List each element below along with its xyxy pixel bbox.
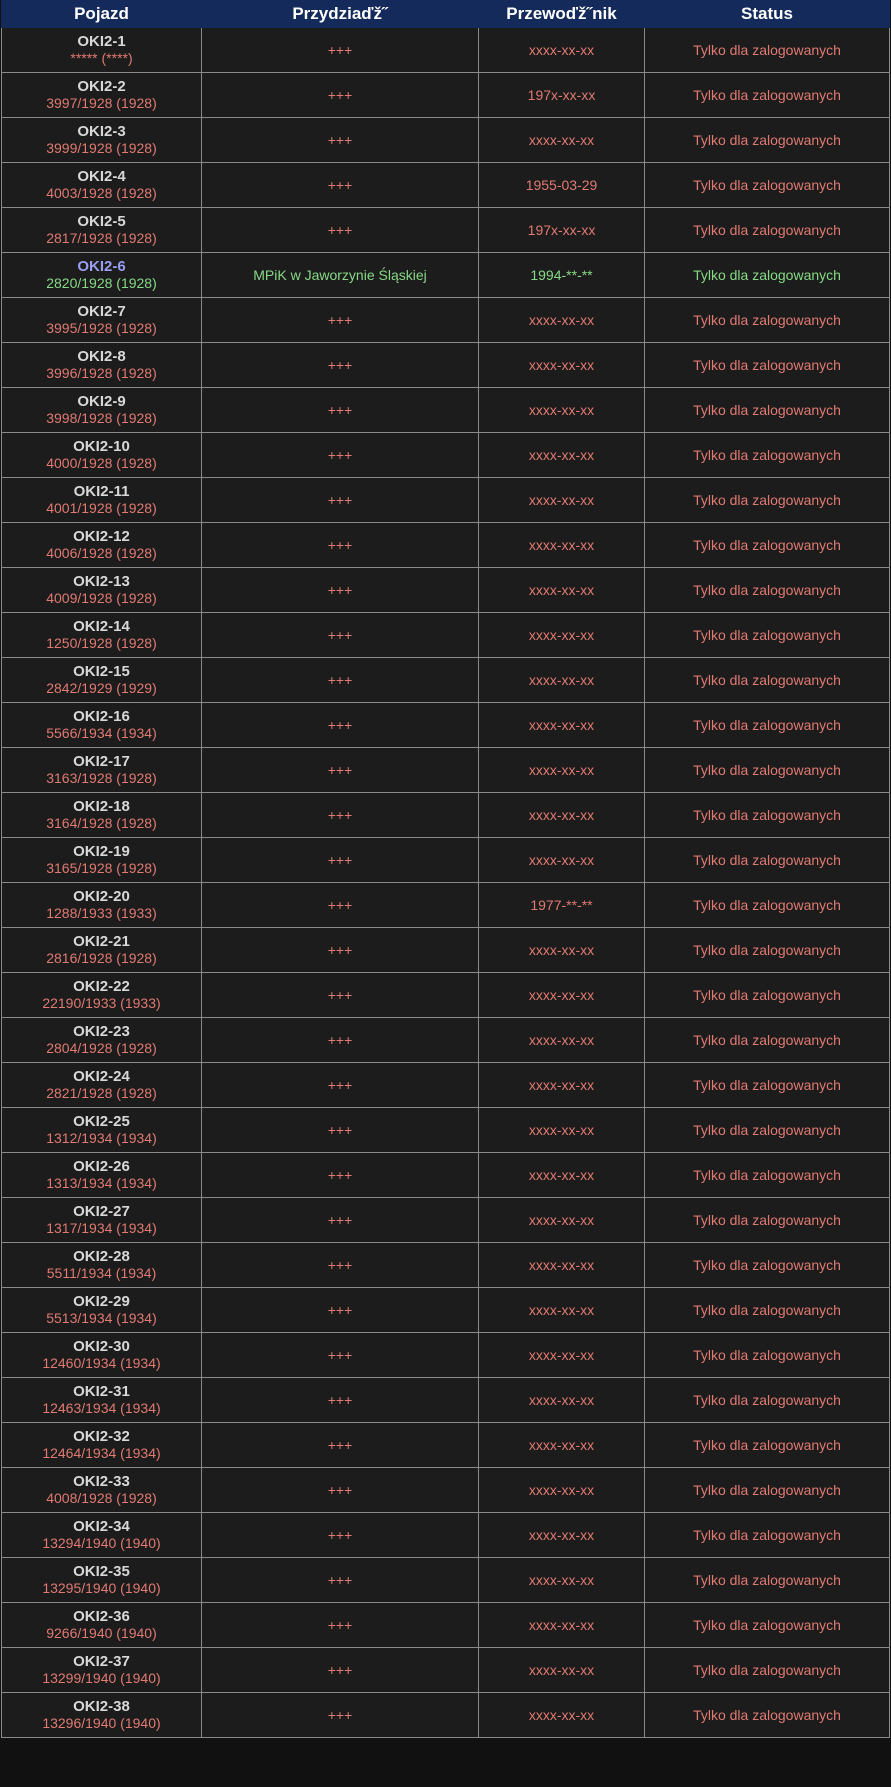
table-row[interactable] (2, 568, 890, 613)
assignment-cell: +++ (202, 703, 479, 748)
status-cell: Tylko dla zalogowanych (645, 658, 890, 703)
status-cell: Tylko dla zalogowanych (645, 1603, 890, 1648)
assignment-cell: +++ (202, 523, 479, 568)
header-status[interactable]: Status (645, 1, 890, 28)
vehicle-registration: 3163/1928 (1928) (46, 770, 157, 786)
status-cell: Tylko dla zalogowanych (645, 1288, 890, 1333)
vehicle-registration: 2816/1928 (1928) (46, 950, 157, 966)
carrier-date-cell: xxxx-xx-xx (479, 1693, 645, 1738)
vehicle-name-link[interactable]: OKI2-15 (73, 663, 130, 680)
table-row[interactable] (2, 388, 890, 433)
carrier-date-cell: xxxx-xx-xx (479, 973, 645, 1018)
vehicle-cell[interactable] (2, 1693, 202, 1738)
table-row[interactable] (2, 613, 890, 658)
vehicle-name-link[interactable]: OKI2-27 (73, 1203, 130, 1220)
carrier-date-cell: xxxx-xx-xx (479, 1468, 645, 1513)
vehicle-cell[interactable] (2, 1378, 202, 1423)
carrier-date-cell: xxxx-xx-xx (479, 748, 645, 793)
assignment-cell: +++ (202, 658, 479, 703)
assignment-cell: +++ (202, 1558, 479, 1603)
carrier-date-cell: xxxx-xx-xx (479, 523, 645, 568)
vehicle-name-link[interactable]: OKI2-35 (73, 1563, 130, 1580)
vehicle-registration: 9266/1940 (1940) (46, 1625, 157, 1641)
carrier-date-cell: xxxx-xx-xx (479, 928, 645, 973)
vehicle-registration: 3997/1928 (1928) (46, 95, 157, 111)
vehicle-registration: 3164/1928 (1928) (46, 815, 157, 831)
vehicle-cell[interactable] (2, 1153, 202, 1198)
assignment-cell: MPiK w Jaworzynie Śląskiej (202, 253, 479, 298)
vehicle-cell[interactable] (2, 703, 202, 748)
vehicle-cell[interactable] (2, 1558, 202, 1603)
vehicle-cell[interactable] (2, 1063, 202, 1108)
vehicle-cell[interactable] (2, 1423, 202, 1468)
vehicle-name-link[interactable]: OKI2-30 (73, 1338, 130, 1355)
carrier-date-cell: xxxx-xx-xx (479, 118, 645, 163)
vehicle-name-link[interactable]: OKI2-29 (73, 1293, 130, 1310)
vehicle-registration: 2821/1928 (1928) (46, 1085, 157, 1101)
vehicle-cell[interactable] (2, 568, 202, 613)
vehicle-registration: 3995/1928 (1928) (46, 320, 157, 336)
assignment-cell: +++ (202, 298, 479, 343)
assignment-cell: +++ (202, 1648, 479, 1693)
vehicle-name-link[interactable]: OKI2-3 (77, 123, 126, 140)
status-cell: Tylko dla zalogowanych (645, 703, 890, 748)
vehicle-registration: 13296/1940 (1940) (42, 1715, 161, 1731)
vehicle-registration: 1312/1934 (1934) (46, 1130, 157, 1146)
table-row[interactable] (2, 253, 890, 298)
status-cell: Tylko dla zalogowanych (645, 1423, 890, 1468)
vehicle-cell[interactable] (2, 1018, 202, 1063)
status-cell: Tylko dla zalogowanych (645, 1063, 890, 1108)
assignment-cell: +++ (202, 118, 479, 163)
table-row[interactable] (2, 1288, 890, 1333)
assignment-cell: +++ (202, 1513, 479, 1558)
vehicle-name-link[interactable]: OKI2-33 (73, 1473, 130, 1490)
assignment-cell: +++ (202, 838, 479, 883)
vehicle-registration: 3999/1928 (1928) (46, 140, 157, 156)
table-row[interactable] (2, 118, 890, 163)
vehicle-cell[interactable] (2, 73, 202, 118)
vehicle-name-link[interactable]: OKI2-4 (77, 168, 126, 185)
vehicle-table (1, 0, 890, 1738)
carrier-date-cell: xxxx-xx-xx (479, 1513, 645, 1558)
vehicle-cell[interactable] (2, 1108, 202, 1153)
vehicle-name-link[interactable]: OKI2-17 (73, 753, 130, 770)
carrier-date-cell: xxxx-xx-xx (479, 1333, 645, 1378)
assignment-cell: +++ (202, 1288, 479, 1333)
vehicle-cell[interactable] (2, 838, 202, 883)
vehicle-registration: ***** (****) (70, 50, 133, 66)
vehicle-name-link[interactable]: OKI2-13 (73, 573, 130, 590)
vehicle-registration: 1288/1933 (1933) (46, 905, 157, 921)
vehicle-cell[interactable] (2, 1468, 202, 1513)
carrier-date-cell: xxxx-xx-xx (479, 1063, 645, 1108)
carrier-date-cell: xxxx-xx-xx (479, 1153, 645, 1198)
vehicle-cell[interactable] (2, 253, 202, 298)
vehicle-cell[interactable] (2, 1648, 202, 1693)
status-cell: Tylko dla zalogowanych (645, 1558, 890, 1603)
table-row[interactable] (2, 163, 890, 208)
carrier-date-cell: xxxx-xx-xx (479, 298, 645, 343)
vehicle-cell[interactable] (2, 658, 202, 703)
vehicle-name-link[interactable]: OKI2-25 (73, 1113, 130, 1130)
status-cell: Tylko dla zalogowanych (645, 28, 890, 73)
carrier-date-cell: xxxx-xx-xx (479, 1423, 645, 1468)
vehicle-registration: 2817/1928 (1928) (46, 230, 157, 246)
table-row[interactable] (2, 73, 890, 118)
vehicle-registration: 12460/1934 (1934) (42, 1355, 161, 1371)
status-cell: Tylko dla zalogowanych (645, 343, 890, 388)
vehicle-name-link[interactable]: OKI2-28 (73, 1248, 130, 1265)
status-cell: Tylko dla zalogowanych (645, 1693, 890, 1738)
vehicle-name-link[interactable]: OKI2-38 (73, 1698, 130, 1715)
assignment-cell: +++ (202, 388, 479, 433)
carrier-date-cell: xxxx-xx-xx (479, 658, 645, 703)
assignment-cell: +++ (202, 748, 479, 793)
carrier-date-cell: xxxx-xx-xx (479, 793, 645, 838)
vehicle-cell[interactable] (2, 883, 202, 928)
status-cell: Tylko dla zalogowanych (645, 793, 890, 838)
assignment-cell: +++ (202, 73, 479, 118)
table-row[interactable] (2, 1558, 890, 1603)
vehicle-registration: 12463/1934 (1934) (42, 1400, 161, 1416)
vehicle-name-link[interactable]: OKI2-21 (73, 933, 130, 950)
status-cell: Tylko dla zalogowanych (645, 568, 890, 613)
vehicle-cell[interactable] (2, 478, 202, 523)
vehicle-registration: 4001/1928 (1928) (46, 500, 157, 516)
assignment-cell: +++ (202, 973, 479, 1018)
status-cell: Tylko dla zalogowanych (645, 478, 890, 523)
vehicle-name-link[interactable]: OKI2-37 (73, 1653, 130, 1670)
assignment-cell: +++ (202, 1063, 479, 1108)
status-cell: Tylko dla zalogowanych (645, 928, 890, 973)
assignment-cell: +++ (202, 163, 479, 208)
assignment-cell: +++ (202, 343, 479, 388)
vehicle-cell[interactable] (2, 208, 202, 253)
carrier-date-cell: 197x-xx-xx (479, 73, 645, 118)
vehicle-name-link[interactable]: OKI2-1 (77, 33, 126, 50)
carrier-date-cell: 1955-03-29 (479, 163, 645, 208)
vehicle-registration: 5513/1934 (1934) (46, 1310, 157, 1326)
table-row[interactable] (2, 1198, 890, 1243)
table-row[interactable] (2, 28, 890, 73)
assignment-cell: +++ (202, 1693, 479, 1738)
assignment-cell: +++ (202, 208, 479, 253)
status-cell: Tylko dla zalogowanych (645, 388, 890, 433)
carrier-date-cell: xxxx-xx-xx (479, 838, 645, 883)
table-row[interactable] (2, 1423, 890, 1468)
carrier-date-cell: xxxx-xx-xx (479, 1378, 645, 1423)
status-cell: Tylko dla zalogowanych (645, 253, 890, 298)
table-row[interactable] (2, 208, 890, 253)
vehicle-cell[interactable] (2, 1288, 202, 1333)
carrier-date-cell: xxxx-xx-xx (479, 703, 645, 748)
vehicle-name-link[interactable]: OKI2-9 (77, 393, 126, 410)
status-cell: Tylko dla zalogowanych (645, 1468, 890, 1513)
vehicle-name-link[interactable]: OKI2-18 (73, 798, 130, 815)
vehicle-registration: 5566/1934 (1934) (46, 725, 157, 741)
assignment-cell: +++ (202, 1378, 479, 1423)
assignment-cell: +++ (202, 1333, 479, 1378)
table-row[interactable] (2, 1333, 890, 1378)
carrier-date-cell: xxxx-xx-xx (479, 433, 645, 478)
status-cell: Tylko dla zalogowanych (645, 1648, 890, 1693)
vehicle-registration: 2820/1928 (1928) (46, 275, 157, 291)
status-cell: Tylko dla zalogowanych (645, 1243, 890, 1288)
vehicle-registration: 3996/1928 (1928) (46, 365, 157, 381)
assignment-cell: +++ (202, 1153, 479, 1198)
vehicle-name-link[interactable]: OKI2-20 (73, 888, 130, 905)
table-row[interactable] (2, 1603, 890, 1648)
status-cell: Tylko dla zalogowanych (645, 613, 890, 658)
table-row[interactable] (2, 883, 890, 928)
assignment-cell: +++ (202, 1468, 479, 1513)
table-row[interactable] (2, 433, 890, 478)
table-row[interactable] (2, 1378, 890, 1423)
vehicle-name-link[interactable]: OKI2-36 (73, 1608, 130, 1625)
table-row[interactable] (2, 1693, 890, 1738)
assignment-cell: +++ (202, 1018, 479, 1063)
vehicle-registration: 2804/1928 (1928) (46, 1040, 157, 1056)
vehicle-registration: 4006/1928 (1928) (46, 545, 157, 561)
table-row[interactable] (2, 1108, 890, 1153)
status-cell: Tylko dla zalogowanych (645, 1513, 890, 1558)
vehicle-name-link[interactable]: OKI2-32 (73, 1428, 130, 1445)
vehicle-cell[interactable] (2, 523, 202, 568)
vehicle-name-link[interactable]: OKI2-12 (73, 528, 130, 545)
table-row[interactable] (2, 793, 890, 838)
vehicle-registration: 3165/1928 (1928) (46, 860, 157, 876)
assignment-cell: +++ (202, 568, 479, 613)
table-row[interactable] (2, 973, 890, 1018)
vehicle-registration: 13295/1940 (1940) (42, 1580, 161, 1596)
status-cell: Tylko dla zalogowanych (645, 523, 890, 568)
assignment-cell: +++ (202, 28, 479, 73)
table-row[interactable] (2, 298, 890, 343)
carrier-date-cell: 1977-**-** (479, 883, 645, 928)
vehicle-name-link[interactable]: OKI2-19 (73, 843, 130, 860)
header-assignment[interactable]: Przydziaďž˝ (202, 1, 479, 28)
vehicle-name-link[interactable]: OKI2-31 (73, 1383, 130, 1400)
vehicle-cell[interactable] (2, 793, 202, 838)
vehicle-cell[interactable] (2, 118, 202, 163)
carrier-date-cell: 1994-**-** (479, 253, 645, 298)
vehicle-cell[interactable] (2, 28, 202, 73)
vehicle-registration: 5511/1934 (1934) (46, 1265, 157, 1281)
status-cell: Tylko dla zalogowanych (645, 433, 890, 478)
vehicle-cell[interactable] (2, 973, 202, 1018)
vehicle-cell[interactable] (2, 928, 202, 973)
assignment-cell: +++ (202, 478, 479, 523)
vehicle-cell[interactable] (2, 613, 202, 658)
vehicle-cell[interactable] (2, 388, 202, 433)
vehicle-registration: 13294/1940 (1940) (42, 1535, 161, 1551)
vehicle-name-link[interactable]: OKI2-23 (73, 1023, 130, 1040)
vehicle-cell[interactable] (2, 298, 202, 343)
table-row[interactable] (2, 1648, 890, 1693)
table-body (2, 28, 890, 1738)
status-cell: Tylko dla zalogowanych (645, 163, 890, 208)
carrier-date-cell: xxxx-xx-xx (479, 1243, 645, 1288)
status-cell: Tylko dla zalogowanych (645, 1333, 890, 1378)
table-row[interactable] (2, 748, 890, 793)
vehicle-cell[interactable] (2, 163, 202, 208)
vehicle-name-link[interactable]: OKI2-6 (77, 258, 126, 275)
carrier-date-cell: xxxx-xx-xx (479, 1603, 645, 1648)
vehicle-registration: 12464/1934 (1934) (42, 1445, 161, 1461)
vehicle-registration: 4000/1928 (1928) (46, 455, 157, 471)
table-row[interactable] (2, 658, 890, 703)
table-row[interactable] (2, 838, 890, 883)
table-header-row (2, 1, 890, 28)
table-row[interactable] (2, 343, 890, 388)
vehicle-cell[interactable] (2, 343, 202, 388)
carrier-date-cell: xxxx-xx-xx (479, 478, 645, 523)
table-row[interactable] (2, 1153, 890, 1198)
table-row[interactable] (2, 1018, 890, 1063)
carrier-date-cell: xxxx-xx-xx (479, 1198, 645, 1243)
status-cell: Tylko dla zalogowanych (645, 883, 890, 928)
carrier-date-cell: xxxx-xx-xx (479, 1648, 645, 1693)
assignment-cell: +++ (202, 1108, 479, 1153)
assignment-cell: +++ (202, 1243, 479, 1288)
vehicle-cell[interactable] (2, 1333, 202, 1378)
status-cell: Tylko dla zalogowanych (645, 838, 890, 883)
status-cell: Tylko dla zalogowanych (645, 118, 890, 163)
carrier-date-cell: xxxx-xx-xx (479, 568, 645, 613)
table-row[interactable] (2, 1468, 890, 1513)
status-cell: Tylko dla zalogowanych (645, 1018, 890, 1063)
header-vehicle[interactable]: Pojazd (2, 1, 202, 28)
carrier-date-cell: xxxx-xx-xx (479, 613, 645, 658)
status-cell: Tylko dla zalogowanych (645, 208, 890, 253)
status-cell: Tylko dla zalogowanych (645, 1198, 890, 1243)
assignment-cell: +++ (202, 1423, 479, 1468)
vehicle-name-link[interactable]: OKI2-7 (77, 303, 126, 320)
status-cell: Tylko dla zalogowanych (645, 1378, 890, 1423)
vehicle-name-link[interactable]: OKI2-26 (73, 1158, 130, 1175)
vehicle-registration: 4003/1928 (1928) (46, 185, 157, 201)
carrier-date-cell: xxxx-xx-xx (479, 1018, 645, 1063)
vehicle-name-link[interactable]: OKI2-22 (73, 978, 130, 995)
carrier-date-cell: xxxx-xx-xx (479, 1108, 645, 1153)
vehicle-name-link[interactable]: OKI2-11 (73, 483, 130, 500)
table-row[interactable] (2, 928, 890, 973)
vehicle-registration: 3998/1928 (1928) (46, 410, 157, 426)
status-cell: Tylko dla zalogowanych (645, 73, 890, 118)
assignment-cell: +++ (202, 1603, 479, 1648)
table-row[interactable] (2, 1243, 890, 1288)
status-cell: Tylko dla zalogowanych (645, 1153, 890, 1198)
vehicle-cell[interactable] (2, 748, 202, 793)
table-row[interactable] (2, 703, 890, 748)
status-cell: Tylko dla zalogowanych (645, 1108, 890, 1153)
vehicle-name-link[interactable]: OKI2-16 (73, 708, 130, 725)
vehicle-name-link[interactable]: OKI2-8 (77, 348, 126, 365)
vehicle-registration: 22190/1933 (1933) (42, 995, 161, 1011)
table-row[interactable] (2, 523, 890, 568)
table-row[interactable] (2, 1063, 890, 1108)
table-row[interactable] (2, 1513, 890, 1558)
carrier-date-cell: xxxx-xx-xx (479, 1558, 645, 1603)
assignment-cell: +++ (202, 613, 479, 658)
vehicle-cell[interactable] (2, 1513, 202, 1558)
vehicle-cell[interactable] (2, 1243, 202, 1288)
vehicle-cell[interactable] (2, 1198, 202, 1243)
status-cell: Tylko dla zalogowanych (645, 973, 890, 1018)
vehicle-registration: 1250/1928 (1928) (46, 635, 157, 651)
vehicle-name-link[interactable]: OKI2-34 (73, 1518, 130, 1535)
vehicle-registration: 13299/1940 (1940) (42, 1670, 161, 1686)
carrier-date-cell: 197x-xx-xx (479, 208, 645, 253)
vehicle-name-link[interactable]: OKI2-5 (77, 213, 126, 230)
carrier-date-cell: xxxx-xx-xx (479, 343, 645, 388)
carrier-date-cell: xxxx-xx-xx (479, 1288, 645, 1333)
assignment-cell: +++ (202, 433, 479, 478)
assignment-cell: +++ (202, 928, 479, 973)
assignment-cell: +++ (202, 1198, 479, 1243)
table-row[interactable] (2, 478, 890, 523)
vehicle-registration: 4008/1928 (1928) (46, 1490, 157, 1506)
carrier-date-cell: xxxx-xx-xx (479, 28, 645, 73)
vehicle-registration: 1317/1934 (1934) (46, 1220, 157, 1236)
header-carrier[interactable]: Przewoďž˝nik (479, 1, 645, 28)
vehicle-cell[interactable] (2, 433, 202, 478)
assignment-cell: +++ (202, 883, 479, 928)
carrier-date-cell: xxxx-xx-xx (479, 388, 645, 433)
status-cell: Tylko dla zalogowanych (645, 298, 890, 343)
status-cell: Tylko dla zalogowanych (645, 748, 890, 793)
vehicle-registration: 2842/1929 (1929) (46, 680, 157, 696)
assignment-cell: +++ (202, 793, 479, 838)
vehicle-cell[interactable] (2, 1603, 202, 1648)
vehicle-name-link[interactable]: OKI2-24 (73, 1068, 130, 1085)
vehicle-registration: 1313/1934 (1934) (46, 1175, 157, 1191)
vehicle-name-link[interactable]: OKI2-2 (77, 78, 126, 95)
vehicle-name-link[interactable]: OKI2-10 (73, 438, 130, 455)
vehicle-registration: 4009/1928 (1928) (46, 590, 157, 606)
vehicle-name-link[interactable]: OKI2-14 (73, 618, 130, 635)
